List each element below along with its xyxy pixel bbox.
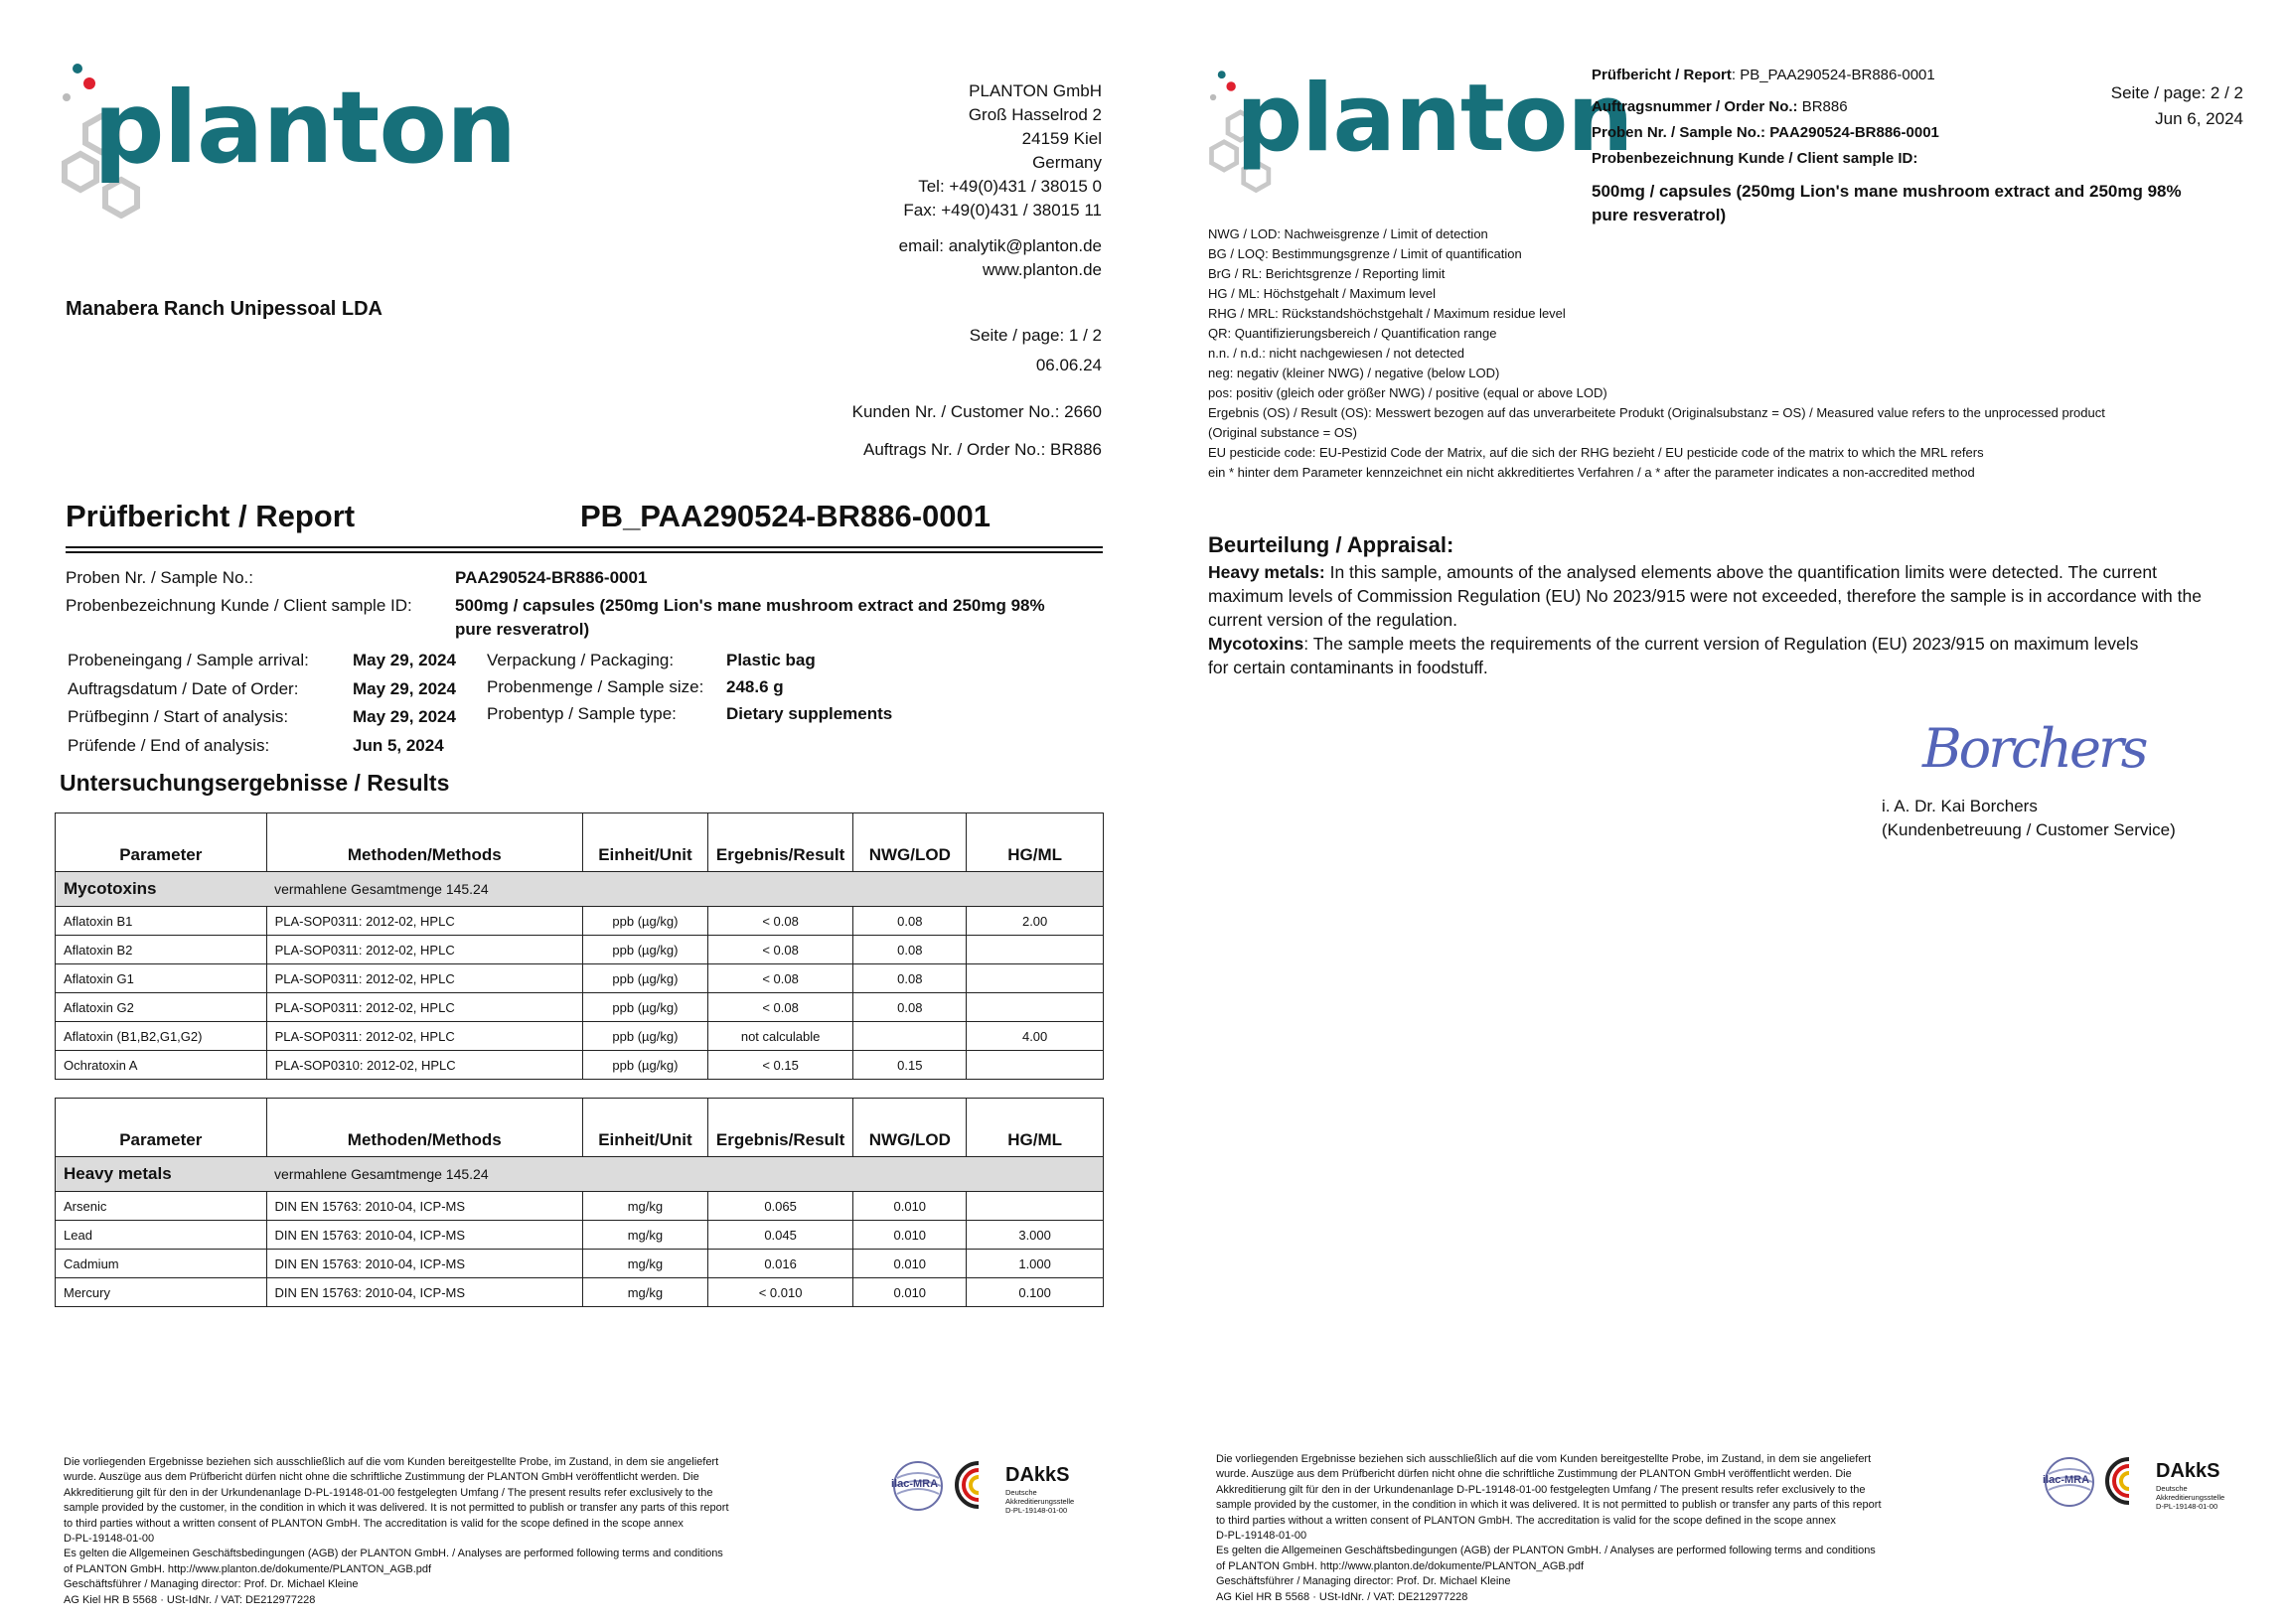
col-result: Ergebnis/Result — [707, 1099, 852, 1157]
dakks-logo-icon: DAkkS Deutsche Akkreditierungsstelle D-PL-19148-01-00 — [2104, 1456, 2253, 1516]
page2-header-info: Prüfbericht / Report: PB_PAA290524-BR886-0001 Auftragsnummer / Order No.: BR886 Proben Nr. / Sample No.: PAA290524-BR886-0001 Probenbezeichnung Kunde / Client sample ID: 500mg / capsules (250mg Lion's mane mushroom extract and 250mg 98% pure resveratrol) — [1592, 67, 2182, 224]
col-method: Methoden/Methods — [266, 813, 582, 872]
table-cell: Cadmium — [56, 1250, 267, 1278]
appraisal-text: Heavy metals: In this sample, amounts of the analysed elements above the quantification limits were detected. The current maximum levels of Commission Regulation (EU) No 2023/915 were not exceeded, therefore the sample is in accordance with the current version of the regulation. Mycotoxins: The sample meets the requirements of the current version of Regulation (EU) 2023/915 on maximum levels for certain contaminants in foodstuff. — [1208, 562, 2202, 677]
address-line: PLANTON GmbH — [969, 81, 1102, 100]
table-cell: 0.010 — [853, 1278, 967, 1307]
table-row — [56, 936, 1104, 964]
table-cell — [967, 964, 1104, 993]
table-cell: 0.08 — [853, 936, 967, 964]
signature: Borchers — [1922, 717, 2146, 780]
table-row — [56, 964, 1104, 993]
mycotoxins-table — [55, 812, 1104, 1080]
table-cell: PLA-SOP0311: 2012-02, HPLC — [266, 964, 582, 993]
lab-website: www.planton.de — [982, 260, 1102, 279]
col-method: Methoden/Methods — [266, 1099, 582, 1157]
category-row — [56, 1157, 1104, 1192]
table-cell: < 0.08 — [707, 936, 852, 964]
col-unit: Einheit/Unit — [582, 1099, 707, 1157]
table-cell: 0.010 — [853, 1192, 967, 1221]
report-date: 06.06.24 — [1035, 356, 1102, 374]
table-cell: 0.08 — [853, 964, 967, 993]
order-number: Auftrags Nr. / Order No.: BR886 — [863, 440, 1102, 459]
table-cell: 0.065 — [707, 1192, 852, 1221]
table-cell: Aflatoxin G1 — [56, 964, 267, 993]
table-header-row — [56, 1099, 1104, 1157]
table-row — [56, 907, 1104, 936]
page-number: Seite / page: 1 / 2 — [969, 326, 1102, 345]
customer-number: Kunden Nr. / Customer No.: 2660 — [851, 402, 1102, 421]
logo-wordmark: planton — [93, 70, 517, 186]
table-cell: DIN EN 15763: 2010-04, ICP-MS — [266, 1221, 582, 1250]
table-cell — [967, 936, 1104, 964]
col-ml: HG/ML — [967, 1099, 1104, 1157]
table-row — [56, 1221, 1104, 1250]
lab-contact — [899, 234, 1102, 282]
table-cell: DIN EN 15763: 2010-04, ICP-MS — [266, 1250, 582, 1278]
info-right-values: Plastic bag 248.6 g Dietary supplements — [726, 651, 893, 723]
appraisal-heading: Beurteilung / Appraisal: — [1208, 532, 1454, 557]
table-cell: Ochratoxin A — [56, 1051, 267, 1080]
page-number: Seite / page: 2 / 2 — [2110, 83, 2243, 102]
table-cell: < 0.15 — [707, 1051, 852, 1080]
table-cell — [967, 1051, 1104, 1080]
title-rule — [66, 546, 1103, 548]
table-cell: 0.08 — [853, 993, 967, 1022]
table-row — [56, 1278, 1104, 1307]
table-row — [56, 1192, 1104, 1221]
signer-block: i. A. Dr. Kai Borchers (Kundenbetreuung / Customer Service) — [1882, 797, 2176, 839]
col-parameter: Parameter — [56, 1099, 267, 1157]
table-cell: Aflatoxin B2 — [56, 936, 267, 964]
table-cell: < 0.08 — [707, 907, 852, 936]
table-cell — [967, 1192, 1104, 1221]
table-cell: Lead — [56, 1221, 267, 1250]
col-ml: HG/ML — [967, 813, 1104, 872]
footer-disclaimer: Die vorliegenden Ergebnisse beziehen sich ausschließlich auf die vom Kunden bereitgestellte Probe, im Zustand, in dem sie angeliefert wurde. Auszüge aus dem Prüfbericht dürfen nicht ohne die schriftliche Zustimmung der PLANTON GmbH veröffentlicht werden. Die Akkreditierung gilt für den in der Urkundenanlage D-PL-19148-01-00 festgelegten Umfang / The present results refer exclusively to the sample provided by the customer, in the condition in which it was delivered. It is not permitted to publish or transfer any parts of this report to third parties without a written consent of PLANTON GmbH. The accreditation is valid for the scope defined in the scope annex D-PL-19148-01-00 Es gelten die Allgemeinen Geschäftsbedingungen (AGB) der PLANTON GmbH. / Analyses are performed following terms and conditions of PLANTON GmbH. http://www.planton.de/dokumente/PLANTON_AGB.pdf Geschäftsführer / Managing director: Prof. Dr. Michael Kleine AG Kiel HR B 5568 · USt-IdNr. / VAT: DE212977228 — [64, 1456, 729, 1606]
logo-wordmark: planton — [1236, 65, 1633, 173]
table-row — [56, 1051, 1104, 1080]
col-parameter: Parameter — [56, 813, 267, 872]
table-cell: ppb (µg/kg) — [582, 936, 707, 964]
ilac-mra-icon: ilac-MRA — [889, 1460, 947, 1512]
lab-address — [903, 79, 1102, 222]
table-cell: DIN EN 15763: 2010-04, ICP-MS — [266, 1192, 582, 1221]
table-cell: 4.00 — [967, 1022, 1104, 1051]
client-name: Manabera Ranch Unipessoal LDA — [66, 298, 382, 320]
report-date: Jun 6, 2024 — [2155, 109, 2243, 128]
sample-no-value: PAA290524-BR886-0001 — [455, 568, 648, 587]
table-cell: 0.016 — [707, 1250, 852, 1278]
table-cell: 0.08 — [853, 907, 967, 936]
table-row — [56, 1250, 1104, 1278]
table-cell: mg/kg — [582, 1221, 707, 1250]
table-row — [56, 993, 1104, 1022]
sample-no-label: Proben Nr. / Sample No.: — [66, 568, 253, 587]
planton-logo-1 — [58, 60, 517, 219]
table-cell: Aflatoxin (B1,B2,G1,G2) — [56, 1022, 267, 1051]
table-cell: PLA-SOP0311: 2012-02, HPLC — [266, 907, 582, 936]
client-sample-value: 500mg / capsules (250mg Lion's mane mushroom extract and 250mg 98% pure resveratrol) — [455, 596, 1045, 639]
table-cell: 0.010 — [853, 1250, 967, 1278]
table-cell: PLA-SOP0311: 2012-02, HPLC — [266, 1022, 582, 1051]
address-line: Groß Hasselrod 2 — [968, 105, 1102, 124]
table-cell: ppb (µg/kg) — [582, 1022, 707, 1051]
info-left-values: May 29, 2024 May 29, 2024 May 29, 2024 Jun 5, 2024 — [353, 651, 456, 755]
table-cell — [967, 993, 1104, 1022]
title-rule — [66, 551, 1103, 553]
lab-email: email: analytik@planton.de — [898, 236, 1102, 255]
table-cell: Aflatoxin B1 — [56, 907, 267, 936]
client-sample-label: Probenbezeichnung Kunde / Client sample ID: — [66, 596, 412, 615]
table-cell: 0.100 — [967, 1278, 1104, 1307]
table-cell: < 0.08 — [707, 993, 852, 1022]
table-cell: 0.010 — [853, 1221, 967, 1250]
table-cell: 3.000 — [967, 1221, 1104, 1250]
table-cell: PLA-SOP0311: 2012-02, HPLC — [266, 936, 582, 964]
info-right-labels: Verpackung / Packaging: Probenmenge / Sample size: Probentyp / Sample type: — [487, 651, 704, 723]
table-cell: Aflatoxin G2 — [56, 993, 267, 1022]
table-cell: ppb (µg/kg) — [582, 993, 707, 1022]
results-heading: Untersuchungsergebnisse / Results — [60, 770, 450, 796]
table-cell: mg/kg — [582, 1192, 707, 1221]
table-cell: not calculable — [707, 1022, 852, 1051]
table-cell: 2.00 — [967, 907, 1104, 936]
report-title: Prüfbericht / Report — [66, 499, 356, 533]
abbreviation-legend: NWG / LOD: Nachweisgrenze / Limit of detection BG / LOQ: Bestimmungsgrenze / Limit of quantification BrG / RL: Berichtsgrenze / Reporting limit HG / ML: Höchstgehalt / Maximum level RHG / MRL: Rückstandshöchstgehalt / Maximum residue level QR: Quantifizierungsbereich / Quantification range n.n. / n.d.: nicht nachgewiesen / not detected neg: negativ (kleiner NWG) / negative (below LOD) pos: positiv (gleich oder größer NWG) / positive (equal or above LOD) Ergebnis (OS) / Result (OS): Messwert bezogen auf das unverarbeitete Produkt (Originalsubstanz = OS) / Measured value refers to the unprocessed product (Original substance = OS) EU pesticide code: EU-Pestizid Code der Matrix, auf die sich der RHG bezieht / EU pesticide code of the matrix to which the MRL refers ein * hinter dem Parameter kennzeichnet ein nicht akkreditiertes Verfahren / a * after the parameter indicates a non-accredited method — [1208, 226, 2105, 480]
footer-disclaimer: Die vorliegenden Ergebnisse beziehen sich ausschließlich auf die vom Kunden bereitgestellte Probe, im Zustand, in dem sie angeliefert wurde. Auszüge aus dem Prüfbericht dürfen nicht ohne die schriftliche Zustimmung der PLANTON GmbH veröffentlicht werden. Die Akkreditierung gilt für den in der Urkundenanlage D-PL-19148-01-00 festgelegten Umfang / The present results refer exclusively to the sample provided by the customer, in the condition in which it was delivered. It is not permitted to publish or transfer any parts of this report to third parties without a written consent of PLANTON GmbH. The accreditation is valid for the scope defined in the scope annex D-PL-19148-01-00 Es gelten die Allgemeinen Geschäftsbedingungen (AGB) der PLANTON GmbH. / Analyses are performed following terms and conditions of PLANTON GmbH. http://www.planton.de/dokumente/PLANTON_AGB.pdf Geschäftsführer / Managing director: Prof. Dr. Michael Kleine AG Kiel HR B 5568 · USt-IdNr. / VAT: DE212977228 — [1216, 1453, 1882, 1603]
table-cell: mg/kg — [582, 1250, 707, 1278]
table-cell: vermahlene Gesamtmenge 145.24 — [266, 1157, 1103, 1192]
address-line: Tel: +49(0)431 / 38015 0 — [918, 177, 1102, 196]
table-cell: Mycotoxins — [56, 872, 267, 907]
table-cell: < 0.010 — [707, 1278, 852, 1307]
table-cell: ppb (µg/kg) — [582, 1051, 707, 1080]
table-row — [56, 1022, 1104, 1051]
address-line: 24159 Kiel — [1021, 129, 1102, 148]
table-cell: ppb (µg/kg) — [582, 964, 707, 993]
col-result: Ergebnis/Result — [707, 813, 852, 872]
col-lod: NWG/LOD — [853, 1099, 967, 1157]
col-unit: Einheit/Unit — [582, 813, 707, 872]
table-cell: 0.045 — [707, 1221, 852, 1250]
heavy-metals-table — [55, 1098, 1104, 1307]
table-cell: vermahlene Gesamtmenge 145.24 — [266, 872, 1103, 907]
table-cell: DIN EN 15763: 2010-04, ICP-MS — [266, 1278, 582, 1307]
report-id: PB_PAA290524-BR886-0001 — [580, 499, 992, 533]
category-row — [56, 872, 1104, 907]
dakks-logo-icon: DAkkS Deutsche Akkreditierungsstelle D-PL-19148-01-00 — [954, 1460, 1103, 1520]
table-cell: PLA-SOP0310: 2012-02, HPLC — [266, 1051, 582, 1080]
table-cell: Arsenic — [56, 1192, 267, 1221]
table-cell: PLA-SOP0311: 2012-02, HPLC — [266, 993, 582, 1022]
ilac-mra-icon: ilac-MRA — [2041, 1456, 2098, 1508]
table-cell: mg/kg — [582, 1278, 707, 1307]
table-cell: 1.000 — [967, 1250, 1104, 1278]
info-left-labels: Probeneingang / Sample arrival: Auftragsdatum / Date of Order: Prüfbeginn / Start of analysis: Prüfende / End of analysis: — [68, 651, 309, 755]
address-line: Germany — [1032, 153, 1102, 172]
col-lod: NWG/LOD — [853, 813, 967, 872]
address-line: Fax: +49(0)431 / 38015 11 — [903, 201, 1102, 220]
table-header-row — [56, 813, 1104, 872]
table-cell: ppb (µg/kg) — [582, 907, 707, 936]
table-cell: < 0.08 — [707, 964, 852, 993]
planton-logo-2 — [1206, 56, 1633, 205]
table-cell: Mercury — [56, 1278, 267, 1307]
table-cell: 0.15 — [853, 1051, 967, 1080]
table-cell — [853, 1022, 967, 1051]
table-cell: Heavy metals — [56, 1157, 267, 1192]
